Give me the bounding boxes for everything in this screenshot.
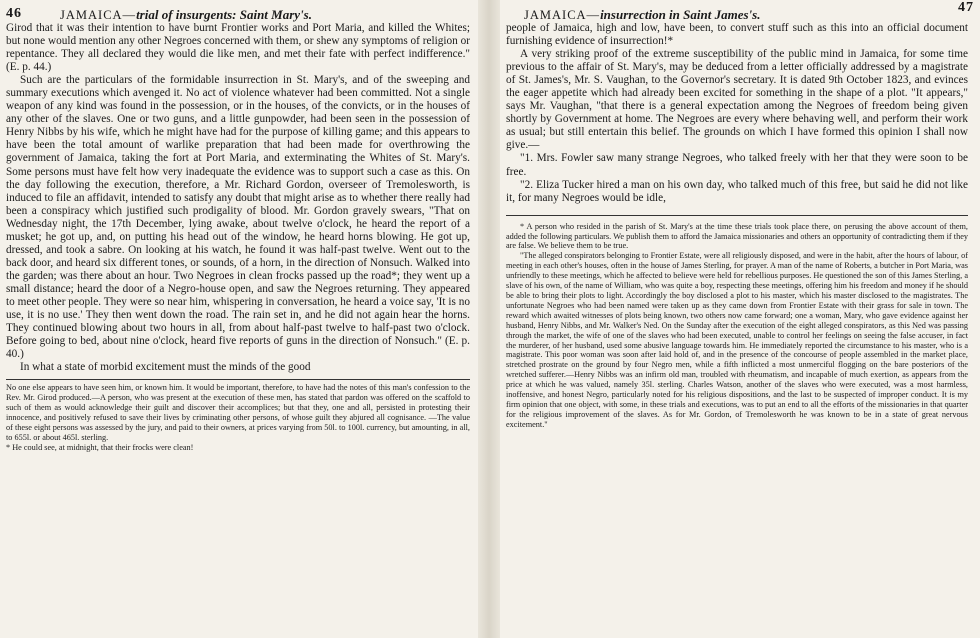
left-footnotes bbox=[6, 383, 470, 452]
right-paragraph-4: "2. Eliza Tucker hired a man on his own day, who talked much of this free, but said he did not like it, for many Negroes would be idle, bbox=[506, 178, 968, 204]
right-page-header bbox=[500, 0, 976, 22]
left-running-head bbox=[60, 7, 312, 23]
left-paragraph-3: In what a state of morbid excitement must the minds of the good bbox=[20, 361, 311, 374]
left-page-body bbox=[0, 22, 478, 453]
right-running-head-prefix: JAMAICA— bbox=[524, 8, 601, 22]
left-page-header bbox=[0, 0, 478, 22]
right-running-head-title: insurrection in Saint James's. bbox=[600, 7, 761, 22]
left-main-text bbox=[6, 22, 470, 374]
right-footnotes bbox=[506, 222, 968, 430]
right-page-body bbox=[500, 22, 976, 430]
book-gutter bbox=[478, 0, 500, 638]
right-footnote-2: "The alleged conspirators belonging to Frontier Estate, were all religiously disposed, and were in the habit, after the hours of labour, of meeting in each other's houses, often in the house of James Sterling, for prayer. A man of the name of Roberts, a butcher in Port Maria, was unfriendly to these meetings, which he affected to believe were held for rebellious purposes. He questioned the son of this James Sterling, a slave of his own, of the name of William, who was quite a boy, respecting these meetings, offering him his freedom and money if he should be able to bring their plots to light. Accordingly the boy disclosed a plot to his master, which his master disclosed to the magistrates. The unfortunate Negroes who had been named were taken up as they came down from Frontier Estate with their grass for sale in town. The reward which awaited witnesses of plots being known, two others now came forward; one a woman, Mary, who gave evidence against her husband, Henry Nibbs, and Mr. Walker's Ned. On the Sunday after the execution of the eight alleged conspirators, as this Ned was passing through the market, the wife of one of the slaves who had been executed, unable to control her feelings on seeing the false accuser, in fact the murderer, of her husband, used some abusive language towards him. He immediately reported the circumstance to his master, who is a magistrate. This poor woman was soon after laid hold of, and in the presence of the concourse of people assembled in the market place, stretched prostrate on the ground by four Negro men, while a fifth inflicted a most unmerciful flogging on the bare posteriors of the wretched sufferer.—Henry Nibbs was an infirm old man, troubled with rheumatism, and incapable of much exertion, as appears from the price at which he was valued, namely 35l. sterling. Charles Watson, another of the slaves who were executed, was a most harmless, inoffensive, and honest Negro, particularly noted for his religious dispositions, and the last to be suspected of improper conduct. It is my firm opinion that one object, with some, in these trials and executions, was to put an end to all the efforts of the missionaries in that quarter for the religious improvement of the slaves. As for Mr. Gordon, of Tremolesworth he was known to be in a state of great nervous excitement." bbox=[506, 251, 968, 429]
left-paragraph-2: Such are the particulars of the formidable insurrection in St. Mary's, and of the sweeping and summary executions which avenged it. No act of violence whatever had been committed. Not a single weapon of any kind was found in the possession, or in the houses, of the convicts, or in the houses of any other of the slaves. One or two guns, and a little gunpowder, had been seen in the possession of Henry Nibbs by his wife, which he might have had for the purpose of killing game; and this appears to have been the total amount of warlike preparation that had been made for overthrowing the government of Jamaica, taking the fort at Port Maria, and exterminating the Whites of St. Mary's. Some persons must have felt how very inadequate the evidence was to support such a case as this. On the day following the execution, therefore, a Mr. Richard Gordon, overseer of Tremolesworth, is induced to file an affidavit, intended to satisfy any doubt that might arise as to whether there really had been a conspiracy which justified such prodigality of blood. Mr. Gordon gravely swears, "That on Wednesday night, the 17th December, lying awake, about twelve o'clock, he heard the report of a musket; he got up, and, on putting his head out of the window, he heard horns blowing. He got up, dressed, and took a sabre. On looking at his watch, he found it was half-past twelve. Went out to the back door, and heard six different tones, or sounds, of a horn, in the direction of Nonsuch. Walked into the garden; was there about an hour. Two Negroes in clean frocks passed up the road*; they went up a small distance; heard the door of a Negro-house open, and saw the Negroes returning. They appeared to meet other people. They were so near him, whispering in conversation, he heard a voice say, 'It is no use, it is no use.' They then went down the road. The rain set in, and he did not again hear the horns. They continued blowing about two hours in all, from about half-past twelve to half-past two o'clock. Before going to bed, about nine o'clock, heard five reports of guns in the direction of Nonsuch." (E. p. 40.) bbox=[6, 74, 470, 361]
left-page bbox=[0, 0, 478, 638]
right-footnote-1: * A person who resided in the parish of St. Mary's at the time these trials took place there, on perusing the above account of them, added the following particulars. We publish them to afford the Jamaica missionaries and others an opportunity of contradicting them if they are false. We believe them to be true. bbox=[506, 221, 968, 251]
right-running-head bbox=[524, 7, 760, 23]
left-running-head-prefix: JAMAICA— bbox=[60, 8, 137, 22]
right-paragraph-1: people of Jamaica, high and low, have been, to convert stuff such as this into an official document furnishing evidence of insurrection!* bbox=[506, 22, 968, 48]
right-footnote-rule bbox=[506, 215, 968, 216]
left-footnote-1: No one else appears to have seen him, or known him. It would be important, therefore, to have had the notes of this man's confession to the Rev. Mr. Girod produced.—A person, who was present at the execution of these men, has stated that pardon was offered on the scaffold to such of them as would acknowledge their guilt and discover their accomplices; but that they, one and all, persisted in protesting their innocence, and positively refused to save their lives by criminating other persons, of whose guilt they abjured all cognisance. —The value of these eight persons was assessed by the jury, and paid to their owners, at prices varying from 50l. to 100l. currency, but amounting, in all, to 655l. or about 465l. sterling. bbox=[6, 383, 470, 442]
left-running-head-title: trial of insurgents: Saint Mary's. bbox=[136, 7, 312, 22]
left-page-number: 46 bbox=[6, 6, 22, 21]
right-page-number: 47 bbox=[958, 0, 974, 15]
right-main-text bbox=[506, 22, 968, 205]
left-footnote-rule bbox=[6, 379, 470, 380]
left-paragraph-1: Girod that it was their intention to have burnt Frontier works and Port Maria, and killed the Whites; but none would mention any other Negroes concerned with them, or shew any symptoms of religion or repentance. They all declared they would die like men, and met their fate with perfect indifference." (E. p. 44.) bbox=[6, 22, 470, 74]
right-page bbox=[500, 0, 976, 638]
right-paragraph-2: A very striking proof of the extreme susceptibility of the public mind in Jamaica, for some time previous to the affair of St. Mary's, may be deduced from a letter officially addressed by a magistrate of St. James's, Mr. S. Vaughan, to the Governor's secretary. It is dated 9th October 1823, and evinces the eager appetite which had already been excited for something in the shape of a plot. "It appears," says Mr. Vaughan, "that there is a general expectation among the Negroes of freedom being given shortly by Government at home. The Negroes are every where behaving well, and perform their work as usual; but still entertain this belief. The grounds on which I have formed this opinion I shall now give.— bbox=[506, 48, 968, 152]
left-footnote-2: * He could see, at midnight, that their frocks were clean! bbox=[6, 442, 194, 452]
right-paragraph-3: "1. Mrs. Fowler saw many strange Negroes, who talked freely with her that they were soon to be free. bbox=[506, 152, 968, 178]
